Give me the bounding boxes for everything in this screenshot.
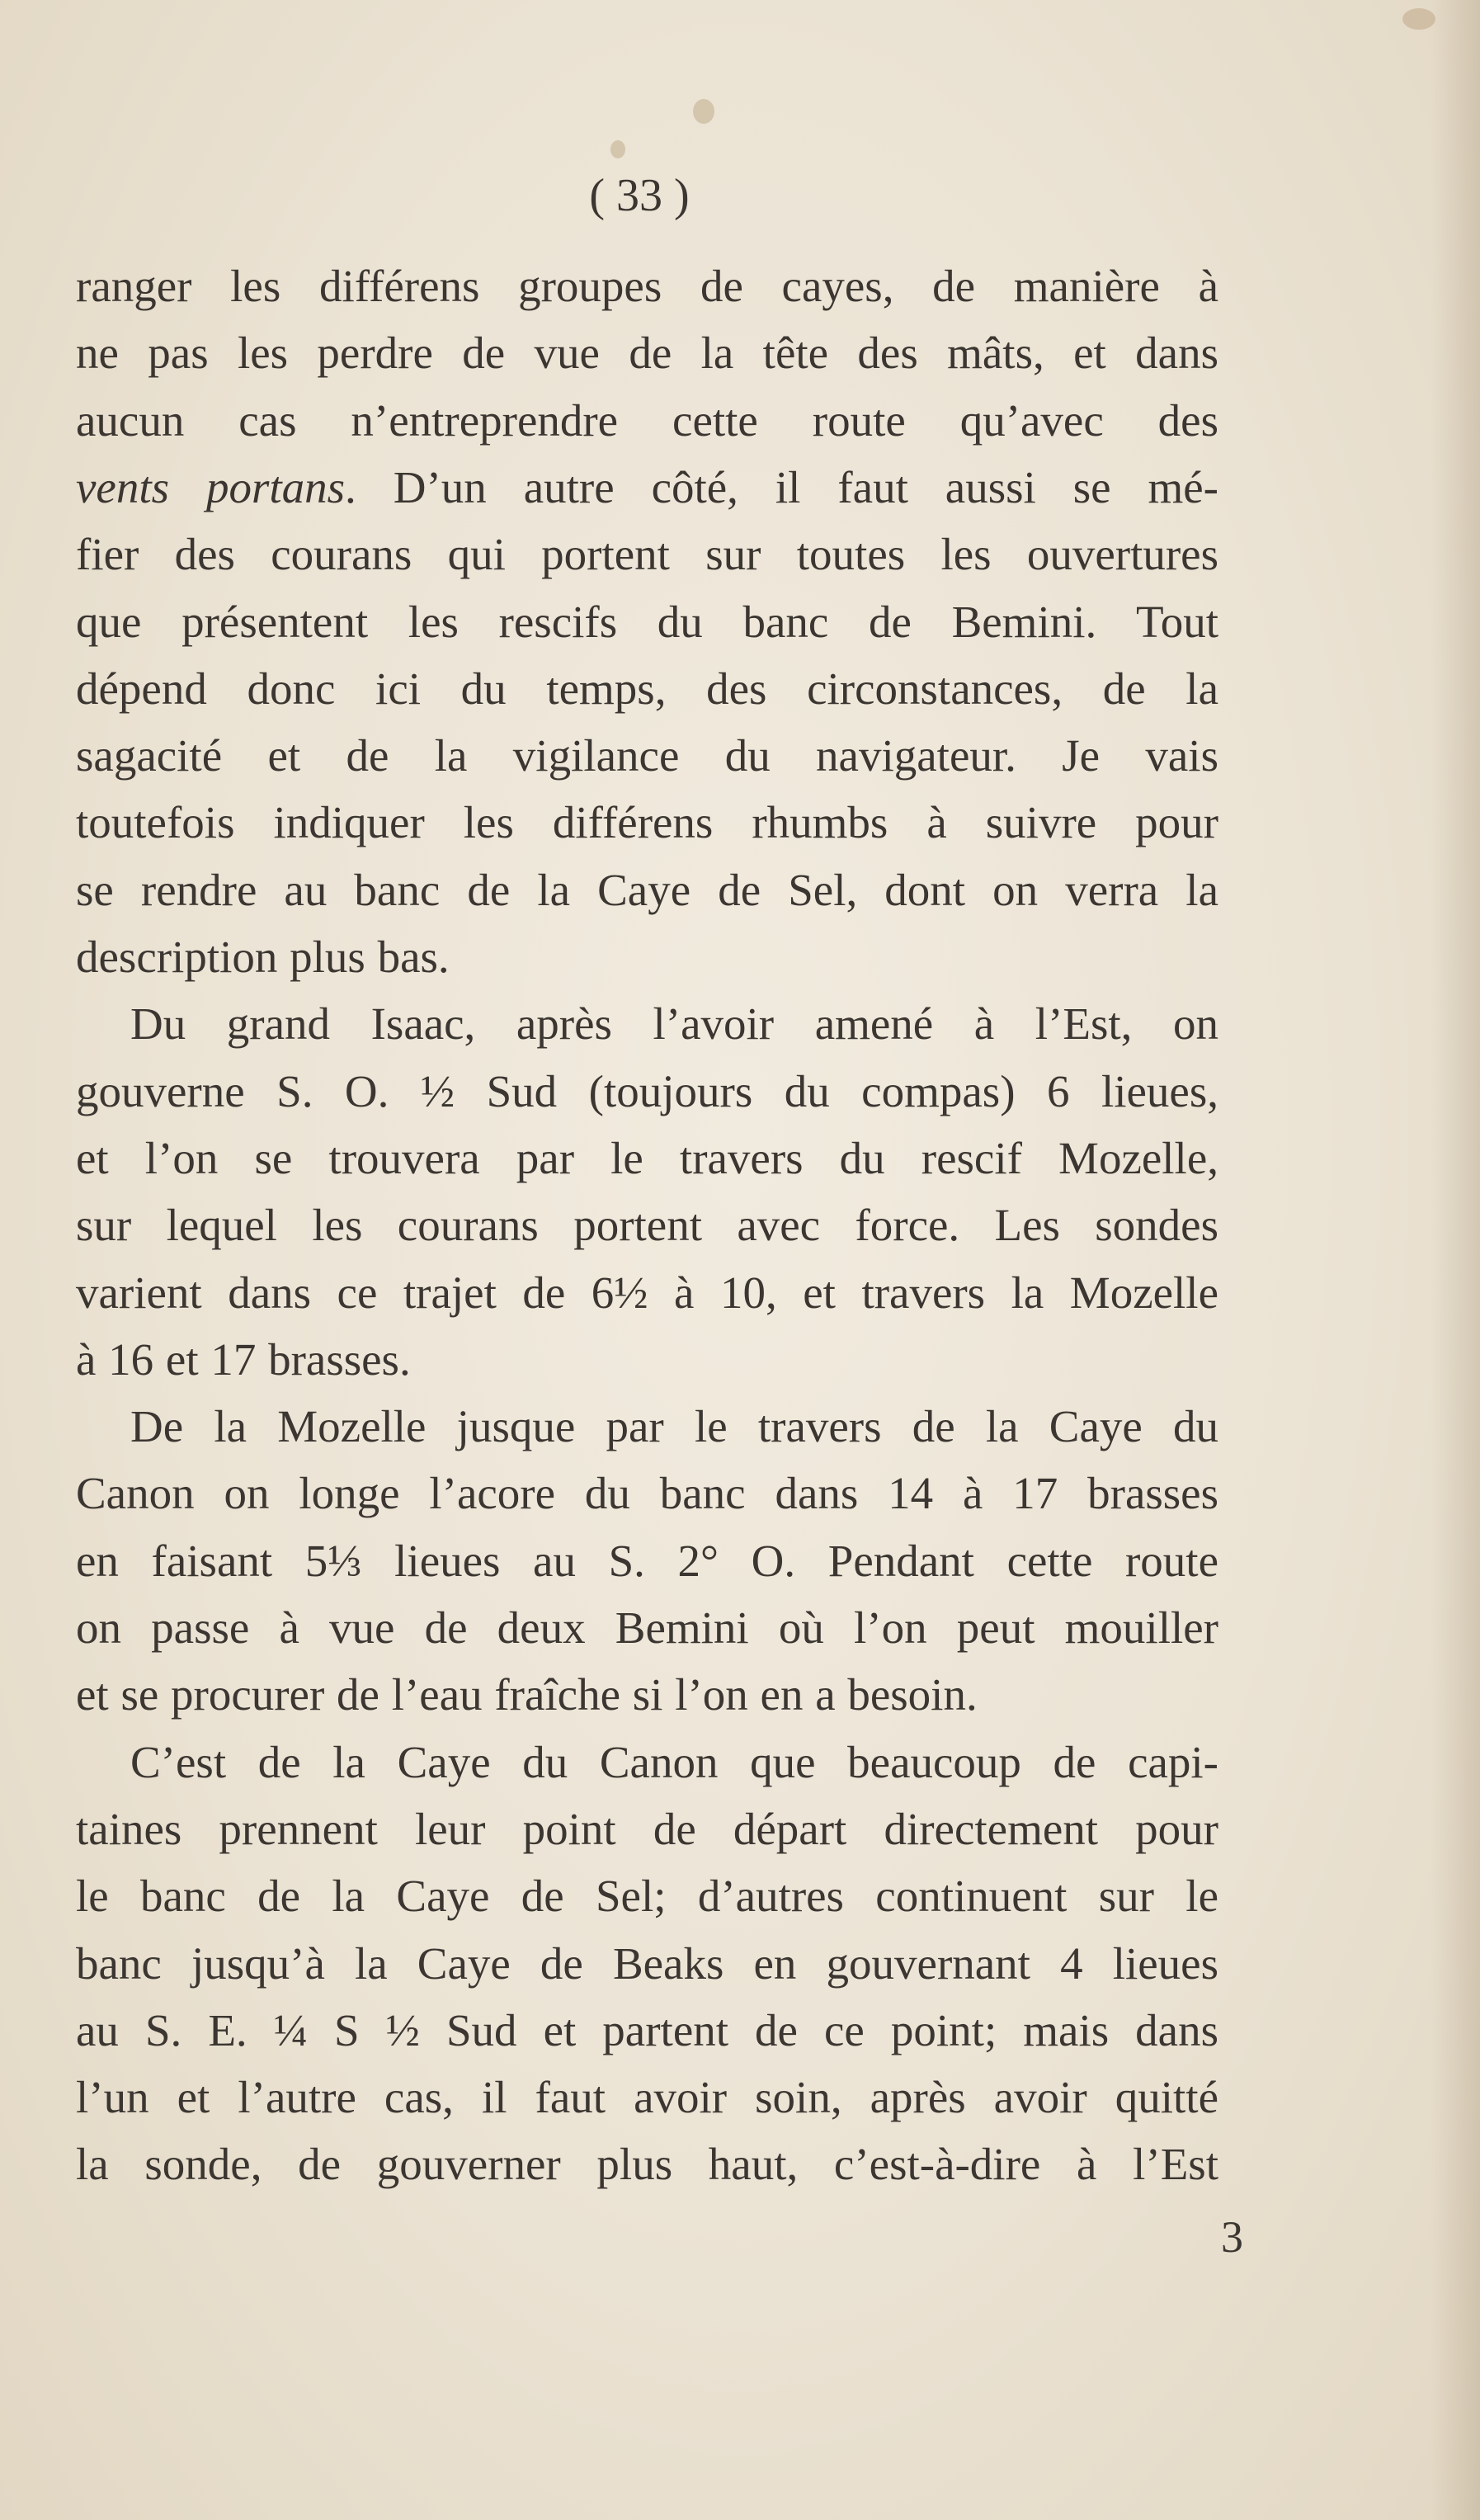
text-segment: on passe à vue de deux Bemini où l’on peut mouiller (76, 1602, 1218, 1653)
text-line (76, 1997, 1218, 2064)
text-line (76, 1192, 1218, 1258)
text-line (76, 521, 1218, 588)
foxing-stain (693, 99, 714, 124)
text-segment: au S. E. ¼ S ½ Sud et partent de ce point; mais dans (76, 2004, 1218, 2055)
text-segment: taines prennent leur point de départ directement pour (76, 1803, 1218, 1854)
text-segment: toutefois indiquer les différens rhumbs à suivre pour (76, 797, 1218, 848)
text-line (76, 1796, 1218, 1862)
signature-mark: 3 (1221, 2212, 1243, 2262)
text-line (76, 857, 1218, 923)
text-line (76, 789, 1218, 856)
text-segment: description plus bas. (76, 932, 450, 982)
text-line (76, 923, 1218, 990)
text-segment: l’un et l’autre cas, il faut avoir soin, après avoir quitté (76, 2072, 1218, 2123)
text-line (76, 1729, 1218, 1796)
text-line (76, 454, 1218, 521)
text-segment: sur lequel les courans portent avec force. Les sondes (76, 1200, 1218, 1251)
foxing-stain (610, 140, 625, 158)
text-segment: gouverne S. O. ½ Sud (toujours du compas) 6 lieues, (76, 1065, 1218, 1116)
text-segment: . D’un autre côté, il faut aussi se mé- (345, 461, 1218, 512)
text-segment: ne pas les perdre de vue de la tête des mâts, et dans (76, 328, 1218, 379)
text-segment: fier des courans qui portent sur toutes les ouvertures (76, 529, 1218, 580)
text-line (76, 1930, 1218, 1997)
text-segment: à 16 et 17 brasses. (76, 1333, 411, 1385)
text-line (76, 1326, 1218, 1393)
text-segment: le banc de la Caye de Sel; d’autres continuent sur le (76, 1871, 1218, 1922)
foxing-stain (1402, 8, 1435, 30)
text-segment: varient dans ce trajet de 6½ à 10, et travers la Mozelle (76, 1267, 1218, 1318)
page-number-header: ( 33 ) (589, 170, 690, 221)
text-segment: De la Mozelle jusque par le travers de la Caye du (130, 1401, 1218, 1452)
text-line (76, 2131, 1218, 2197)
text-line (76, 1527, 1218, 1594)
text-line (76, 588, 1218, 655)
text-line (76, 1661, 1218, 1728)
text-line (76, 1862, 1218, 1929)
italic-text: vents portans (76, 461, 346, 512)
text-segment: et l’on se trouvera par le travers du rescif Mozelle, (76, 1132, 1218, 1183)
text-line (76, 1125, 1218, 1192)
text-segment: que présentent les rescifs du banc de Bemini. Tout (76, 596, 1218, 647)
text-segment: se rendre au banc de la Caye de Sel, dont on verra la (76, 864, 1218, 915)
page-edge-shadow (1431, 0, 1480, 2520)
text-segment: ranger les différens groupes de cayes, de manière à (76, 261, 1218, 311)
text-line (76, 655, 1218, 722)
text-segment: en faisant 5⅓ lieues au S. 2° O. Pendant cette route (76, 1535, 1218, 1586)
text-line (76, 1460, 1218, 1527)
text-line (76, 319, 1218, 386)
text-line (76, 1594, 1218, 1661)
text-segment: C’est de la Caye du Canon que beaucoup de capi- (130, 1736, 1218, 1787)
text-line (76, 722, 1218, 789)
text-segment: aucun cas n’entreprendre cette route qu’avec des (76, 394, 1218, 446)
text-segment: banc jusqu’à la Caye de Beaks en gouvernant 4 lieues (76, 1937, 1218, 1989)
text-segment: Du grand Isaac, après l’avoir amené à l’Est, on (130, 998, 1218, 1050)
text-line (76, 1393, 1218, 1460)
text-line (76, 1058, 1218, 1125)
text-segment: dépend donc ici du temps, des circonstances, de la (76, 663, 1218, 714)
text-line (76, 387, 1218, 454)
text-line (76, 2064, 1218, 2131)
text-line (76, 1259, 1218, 1326)
text-line (76, 252, 1218, 319)
text-segment: sagacité et de la vigilance du navigateur. Je vais (76, 730, 1218, 781)
text-segment: Canon on longe l’acore du banc dans 14 à 17 brasses (76, 1468, 1218, 1519)
text-segment: la sonde, de gouverner plus haut, c’est-à-dire à l’Est (76, 2139, 1218, 2190)
text-line (76, 990, 1218, 1057)
text-segment: et se procurer de l’eau fraîche si l’on en a besoin. (76, 1669, 978, 1720)
